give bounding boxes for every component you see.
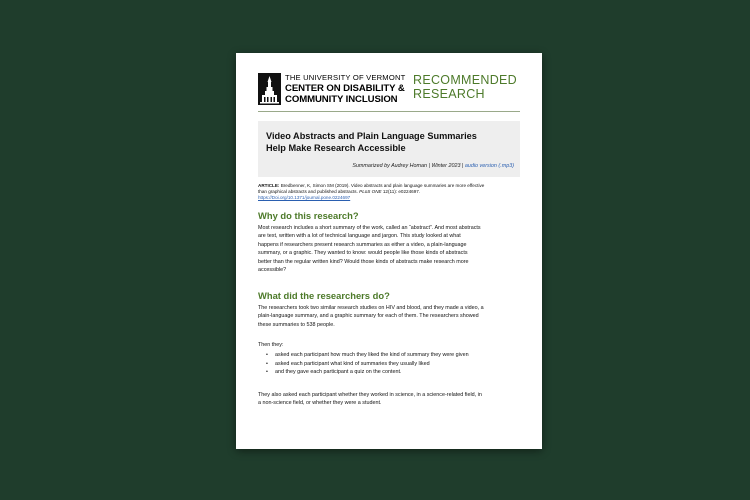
para-line: accessible? [258, 267, 287, 274]
audio-version-link[interactable]: audio version (.mp3) [464, 163, 514, 169]
para-line: happens if researchers present research summaries as either a video, a plain-language [258, 241, 467, 248]
section-why-paragraph [258, 224, 524, 274]
actions-list [266, 351, 469, 377]
citation-line-2b: 12(11): e0224697. [381, 189, 421, 194]
title-line-1: Video Abstracts and Plain Language Summaries [266, 131, 477, 141]
citation-line-2a: than graphical abstracts and published abstracts. [258, 189, 360, 194]
closing-paragraph [258, 391, 524, 408]
para-line: The researchers took two similar research studies on HIV and blood, and they made a video, a [258, 305, 484, 311]
list-item-text: asked each participant what kind of summaries they usually liked [275, 360, 430, 367]
uni-line-2: CENTER ON DISABILITY & [285, 83, 405, 94]
section-heading-why: Why do this research? [258, 210, 359, 221]
document-header [258, 71, 524, 111]
list-item: • asked each participant what kind of summaries they usually liked [266, 360, 430, 367]
section-what-paragraph [258, 304, 524, 329]
doi-link[interactable]: https://Doi.org/10.1371/journal.pone.0224697 [258, 195, 351, 200]
header-divider [258, 111, 520, 112]
journal-name: PLoS ONE [359, 189, 382, 194]
para-line: better than the regular written kind? Would those kinds of abstracts make research more [258, 258, 469, 265]
university-name [285, 72, 405, 105]
para-line: are text, written with a lot of technical language and jargon. This study looked at what [258, 233, 461, 240]
section-heading-what: What did the researchers do? [258, 290, 390, 301]
para-line: plain-language summary, and a graphic summary for each of them. The researchers showed [258, 313, 479, 320]
title-line-2: Help Make Research Accessible [266, 142, 406, 153]
uni-line-1: THE UNIVERSITY OF VERMONT [285, 73, 406, 82]
rec-line-2: RESEARCH [413, 87, 485, 101]
para-line: Most research includes a short summary of the work, called an “abstract”. And most abstracts [258, 225, 481, 231]
uvm-building-logo-icon [258, 73, 281, 105]
byline [352, 163, 514, 169]
then-label: Then they: [258, 342, 284, 348]
title-box [258, 121, 520, 177]
article-label: ARTICLE: [258, 183, 280, 188]
para-line: They also asked each participant whether they worked in science, in a science-related field, in [258, 392, 482, 398]
list-item: • asked each participant how much they liked the kind of summary they were given [266, 352, 469, 358]
recommended-research-label [413, 73, 517, 101]
uni-line-3: COMMUNITY INCLUSION [285, 94, 398, 105]
then-they-text [258, 341, 524, 349]
para-line: a non-science field, or whether they were a student. [258, 400, 382, 407]
document-page [236, 53, 542, 449]
document-title [266, 131, 516, 154]
list-item: • and they gave each participant a quiz on the content. [266, 369, 402, 376]
list-item-text: and they gave each participant a quiz on the content. [275, 369, 402, 376]
para-line: summary, or a graphic. They wanted to know: would people like those kinds of abstracts [258, 250, 468, 257]
byline-text: Summarized by Audrey Homan | Winter 2023 | [352, 163, 465, 169]
para-line: these summaries to 538 people. [258, 321, 335, 328]
rec-line-1: RECOMMENDED [413, 73, 517, 87]
article-citation [258, 183, 520, 201]
list-item-text: asked each participant how much they liked the kind of summary they were given [275, 352, 469, 358]
citation-line-1: Bredbenner, K, Simon SM (2019). Video abstracts and plain language summaries are more effective [279, 183, 485, 188]
